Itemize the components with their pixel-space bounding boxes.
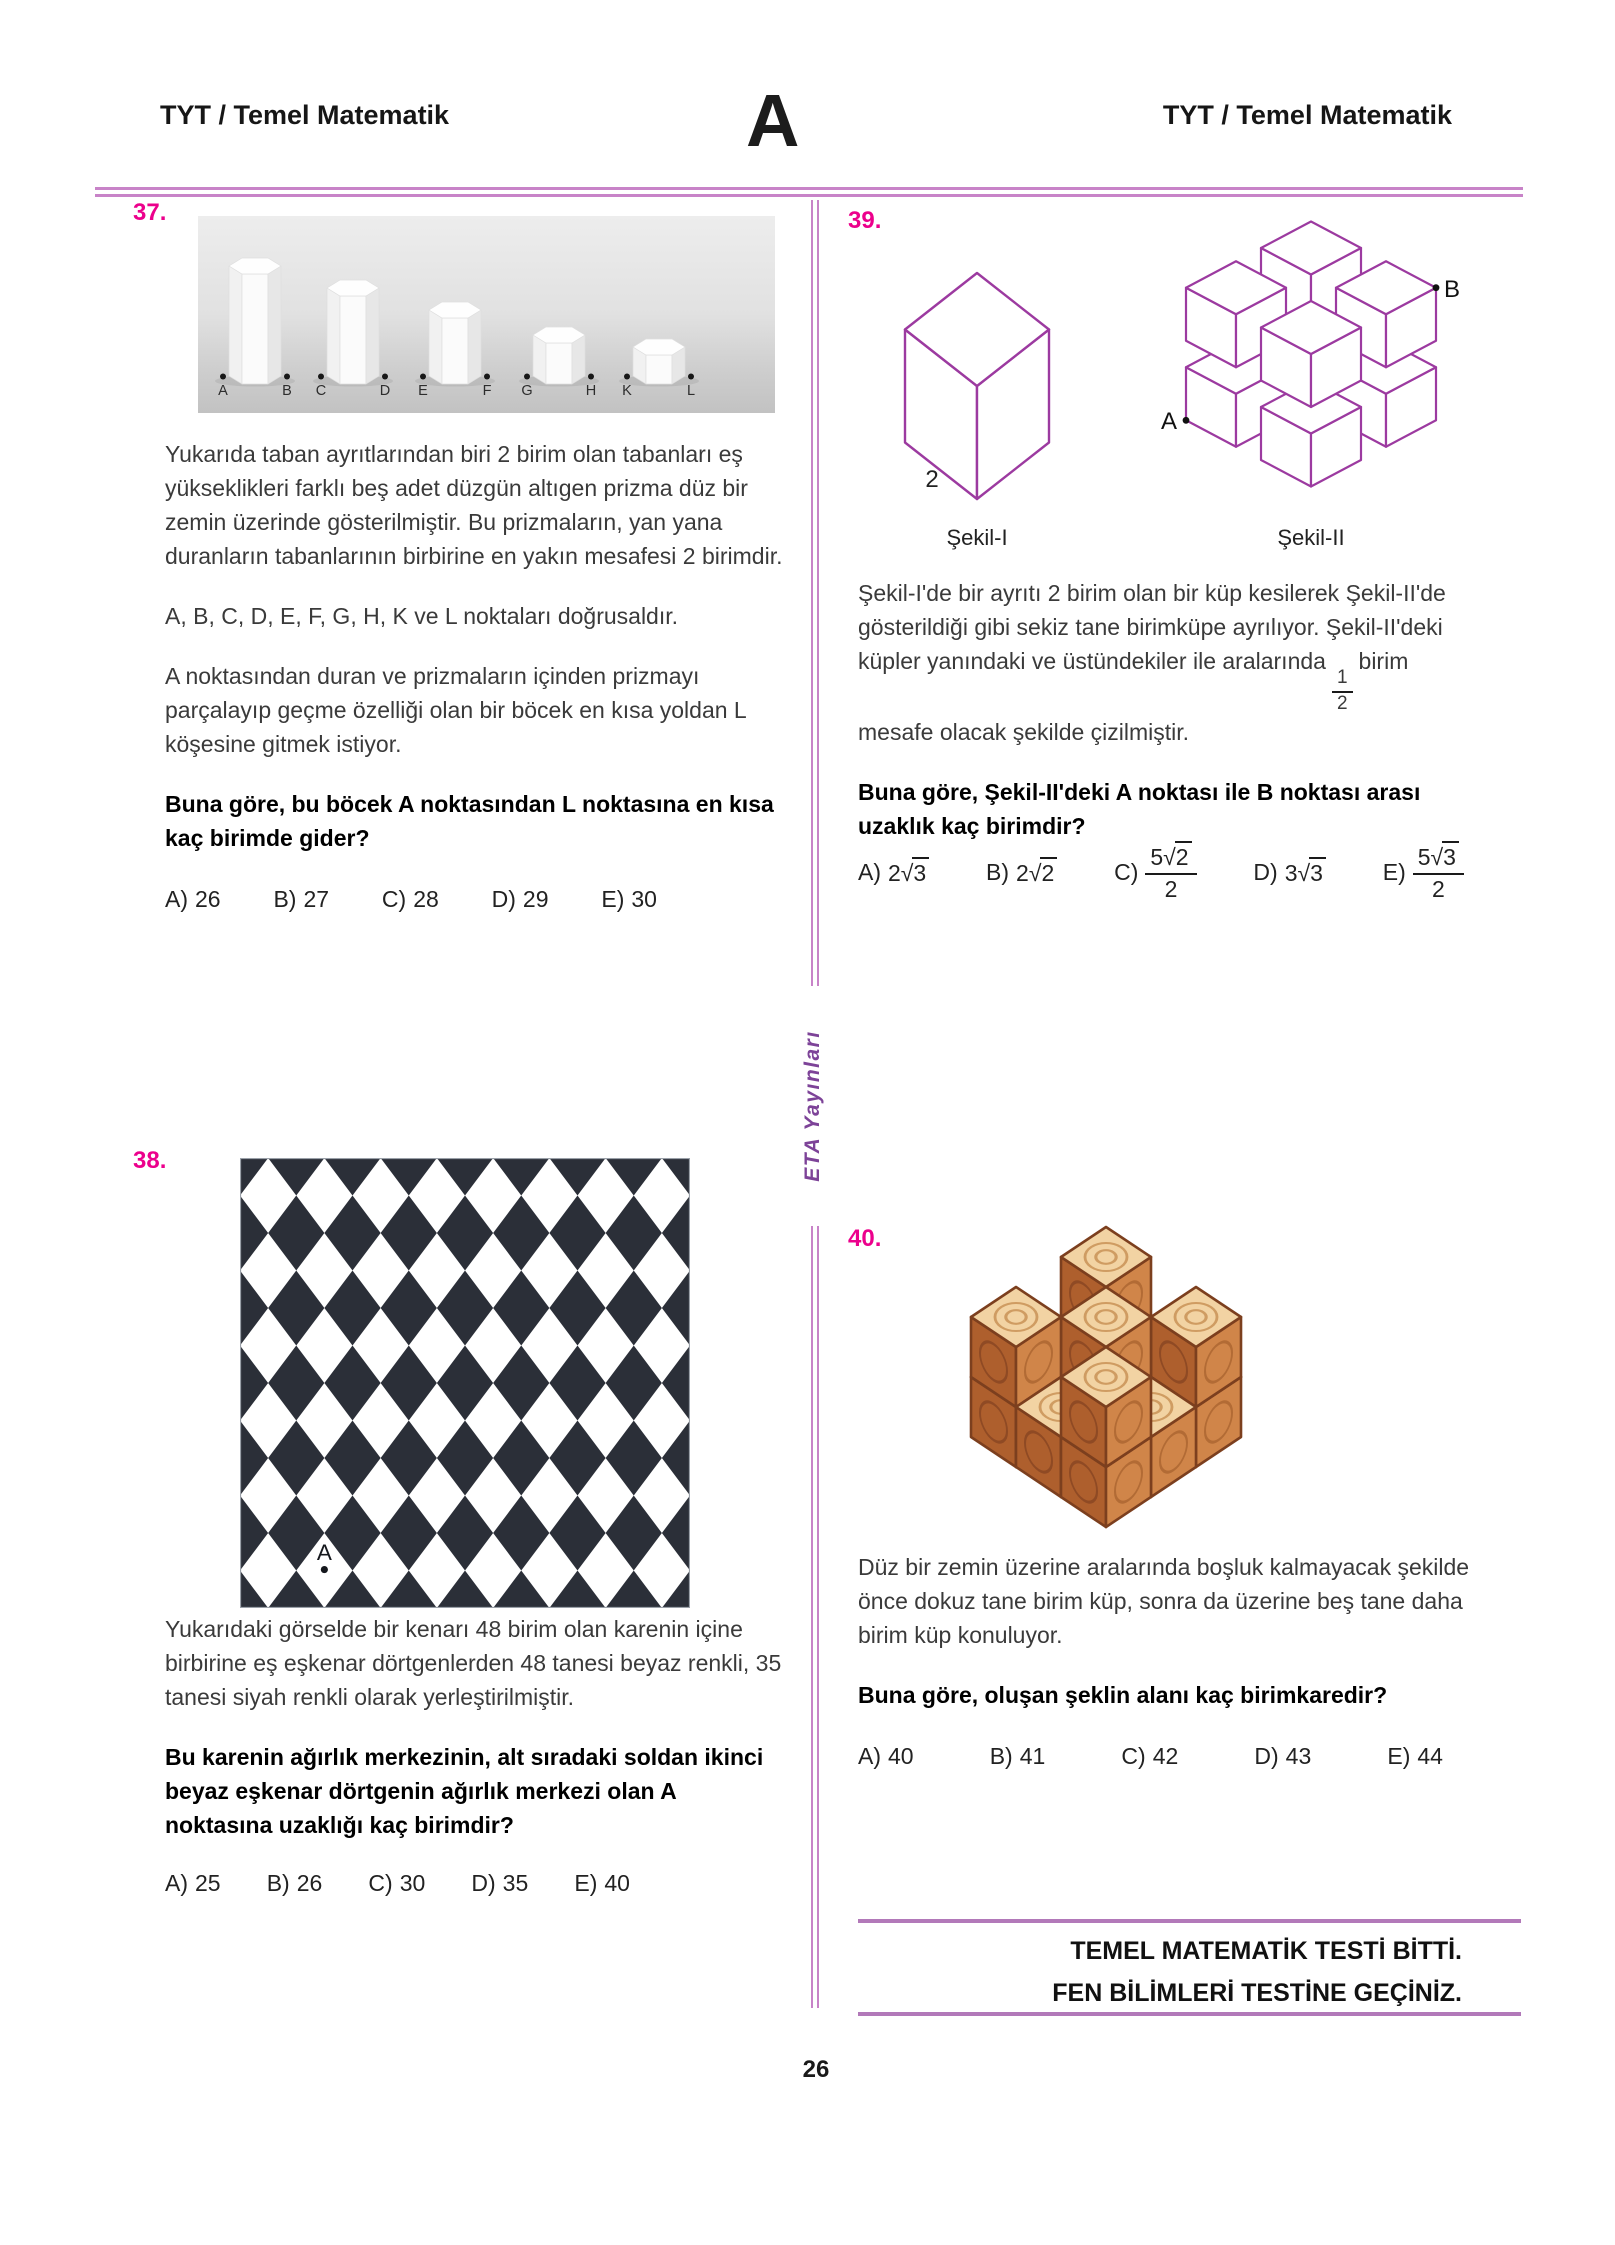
- svg-text:B: B: [282, 383, 292, 399]
- question-37-text: [165, 437, 783, 881]
- option-e: E) 40: [574, 1870, 630, 1896]
- svg-text:A: A: [1160, 408, 1177, 435]
- q39-paragraph-1: Şekil-I'de bir ayrıtı 2 birim olan bir küp kesilerek Şekil-II'de gösterildiği gibi sekiz tane birimküpe ayrılıyor. Şekil-II'deki küpler yanındaki ve üstündekiler ile aralarında $\frac{1}{2}$ birim mesafe olacak şekilde çizilmiştir.: [858, 580, 1446, 745]
- q38-question-bold: Bu karenin ağırlık merkezinin, alt sıradaki soldan ikinci beyaz eşkenar dörtgenin ağırlık merkezi olan A noktasına uzaklığı kaç birimdir?: [165, 1744, 764, 1838]
- option-d: D) 35: [471, 1870, 529, 1896]
- option-a: A) 2√3: [858, 857, 929, 887]
- option-d: D) 3√3: [1253, 857, 1326, 887]
- q37-paragraph-1: Yukarıda taban ayrıtlarından biri 2 birim olan tabanları eş yükseklikleri farklı beş adet düzgün altıgen prizma düz bir zemin üzerinde gösterilmiştir. Bu prizmaların, yan yana duranların tabanlarının birbirine en yakın mesafesi 2 birimdir.: [165, 441, 783, 569]
- fraction-one-half: $\frac{1}{2}$: [1332, 668, 1353, 715]
- question-40-number: 40.: [848, 1225, 882, 1252]
- q39-question-bold: Buna göre, Şekil-II'deki A noktası ile B noktası arası uzaklık kaç birimdir?: [858, 778, 1421, 839]
- q37-paragraph-2: A, B, C, D, E, F, G, H, K ve L noktaları doğrusaldır.: [165, 603, 679, 629]
- option-b: B) 41: [989, 1743, 1046, 1769]
- hexagonal-prisms-photo: [198, 216, 775, 413]
- option-b: B) 2√2: [986, 857, 1057, 887]
- question-39-text: [858, 576, 1478, 869]
- end-note: [916, 1930, 1462, 2014]
- svg-text:F: F: [482, 383, 492, 399]
- booklet-letter: A: [746, 79, 800, 162]
- question-39-number: 39.: [848, 207, 882, 234]
- svg-text:G: G: [521, 383, 533, 399]
- question-38-number: 38.: [133, 1147, 167, 1174]
- option-a: A) 40: [858, 1743, 914, 1769]
- svg-text:A: A: [218, 383, 228, 399]
- option-e: E) $\frac{5√3}{2}$: [1383, 841, 1464, 903]
- option-b: B) 26: [266, 1870, 323, 1896]
- svg-text:D: D: [379, 383, 391, 399]
- option-a: A) 26: [165, 886, 221, 912]
- q38-options: [165, 1870, 630, 1897]
- column-divider-bottom: [811, 1226, 819, 2008]
- option-e: E) 44: [1387, 1743, 1443, 1769]
- option-c: C) $\frac{5√2}{2}$: [1114, 841, 1197, 903]
- option-d: D) 29: [491, 886, 549, 912]
- svg-text:L: L: [686, 383, 696, 399]
- diamond-pattern-figure: [240, 1158, 690, 1608]
- svg-text:H: H: [585, 383, 597, 399]
- svg-text:E: E: [418, 383, 428, 399]
- q37-question-bold: Buna göre, bu böcek A noktasından L noktasına en kısa kaç birimde gider?: [165, 791, 774, 851]
- svg-text:2: 2: [925, 466, 939, 493]
- svg-text:K: K: [622, 383, 632, 399]
- option-c: C) 42: [1121, 1743, 1179, 1769]
- end-note-line-2: FEN BİLİMLERİ TESTİNE GEÇİNİZ.: [1052, 1979, 1462, 2007]
- option-d: D) 43: [1254, 1743, 1312, 1769]
- option-c: C) 28: [381, 886, 439, 912]
- column-divider-top: [811, 200, 819, 986]
- question-37-number: 37.: [133, 199, 167, 226]
- sekil2-eight-cubes-figure: [1146, 209, 1476, 499]
- question-38-text: [165, 1612, 783, 1868]
- option-a: A) 25: [165, 1870, 221, 1896]
- header-left-title: TYT / Temel Matematik: [160, 100, 450, 130]
- q38-paragraph-1: Yukarıdaki görselde bir kenarı 48 birim olan karenin içine birbirine eş eşkenar dörtgenlerden 48 tanesi beyaz renkli, 35 tanesi siyah renkli olarak yerleştirilmiştir.: [165, 1616, 782, 1710]
- option-c: C) 30: [368, 1870, 426, 1896]
- header-rule: [95, 187, 1523, 197]
- option-b: B) 27: [273, 886, 330, 912]
- end-note-line-1: TEMEL MATEMATİK TESTİ BİTTİ.: [1070, 1937, 1462, 1965]
- q37-paragraph-3: A noktasından duran ve prizmaların içinden prizmayı parçalayıp geçme özelliği olan bir böcek en kısa yoldan L köşesine gitmek istiyor.: [165, 663, 746, 757]
- option-e: E) 30: [601, 886, 657, 912]
- svg-text:C: C: [315, 383, 327, 399]
- q40-paragraph-1: Düz bir zemin üzerine aralarında boşluk kalmayacak şekilde önce dokuz tane birim küp, sonra da üzerine beş tane daha birim küp konuluyor.: [858, 1554, 1470, 1648]
- wooden-cubes-figure: [966, 1222, 1246, 1532]
- svg-text:A: A: [316, 1540, 332, 1566]
- end-note-rule-bottom: [858, 2012, 1521, 2016]
- end-note-rule-top: [858, 1919, 1521, 1923]
- sekil2-caption: Şekil-II: [1277, 525, 1345, 550]
- sekil1-cube-figure: [887, 261, 1067, 511]
- publisher-vertical-label: ETA Yayınları: [801, 1030, 824, 1182]
- question-40-text: [858, 1550, 1478, 1738]
- header-right-title: TYT / Temel Matematik: [1162, 100, 1452, 130]
- q39-options: [858, 836, 1464, 908]
- page-number: 26: [802, 2056, 830, 2083]
- sekil1-caption: Şekil-I: [946, 525, 1008, 550]
- q40-options: [858, 1743, 1443, 1770]
- svg-text:B: B: [1444, 276, 1461, 303]
- q40-question-bold: Buna göre, oluşan şeklin alanı kaç birimkaredir?: [858, 1682, 1388, 1708]
- q37-options: [165, 886, 657, 913]
